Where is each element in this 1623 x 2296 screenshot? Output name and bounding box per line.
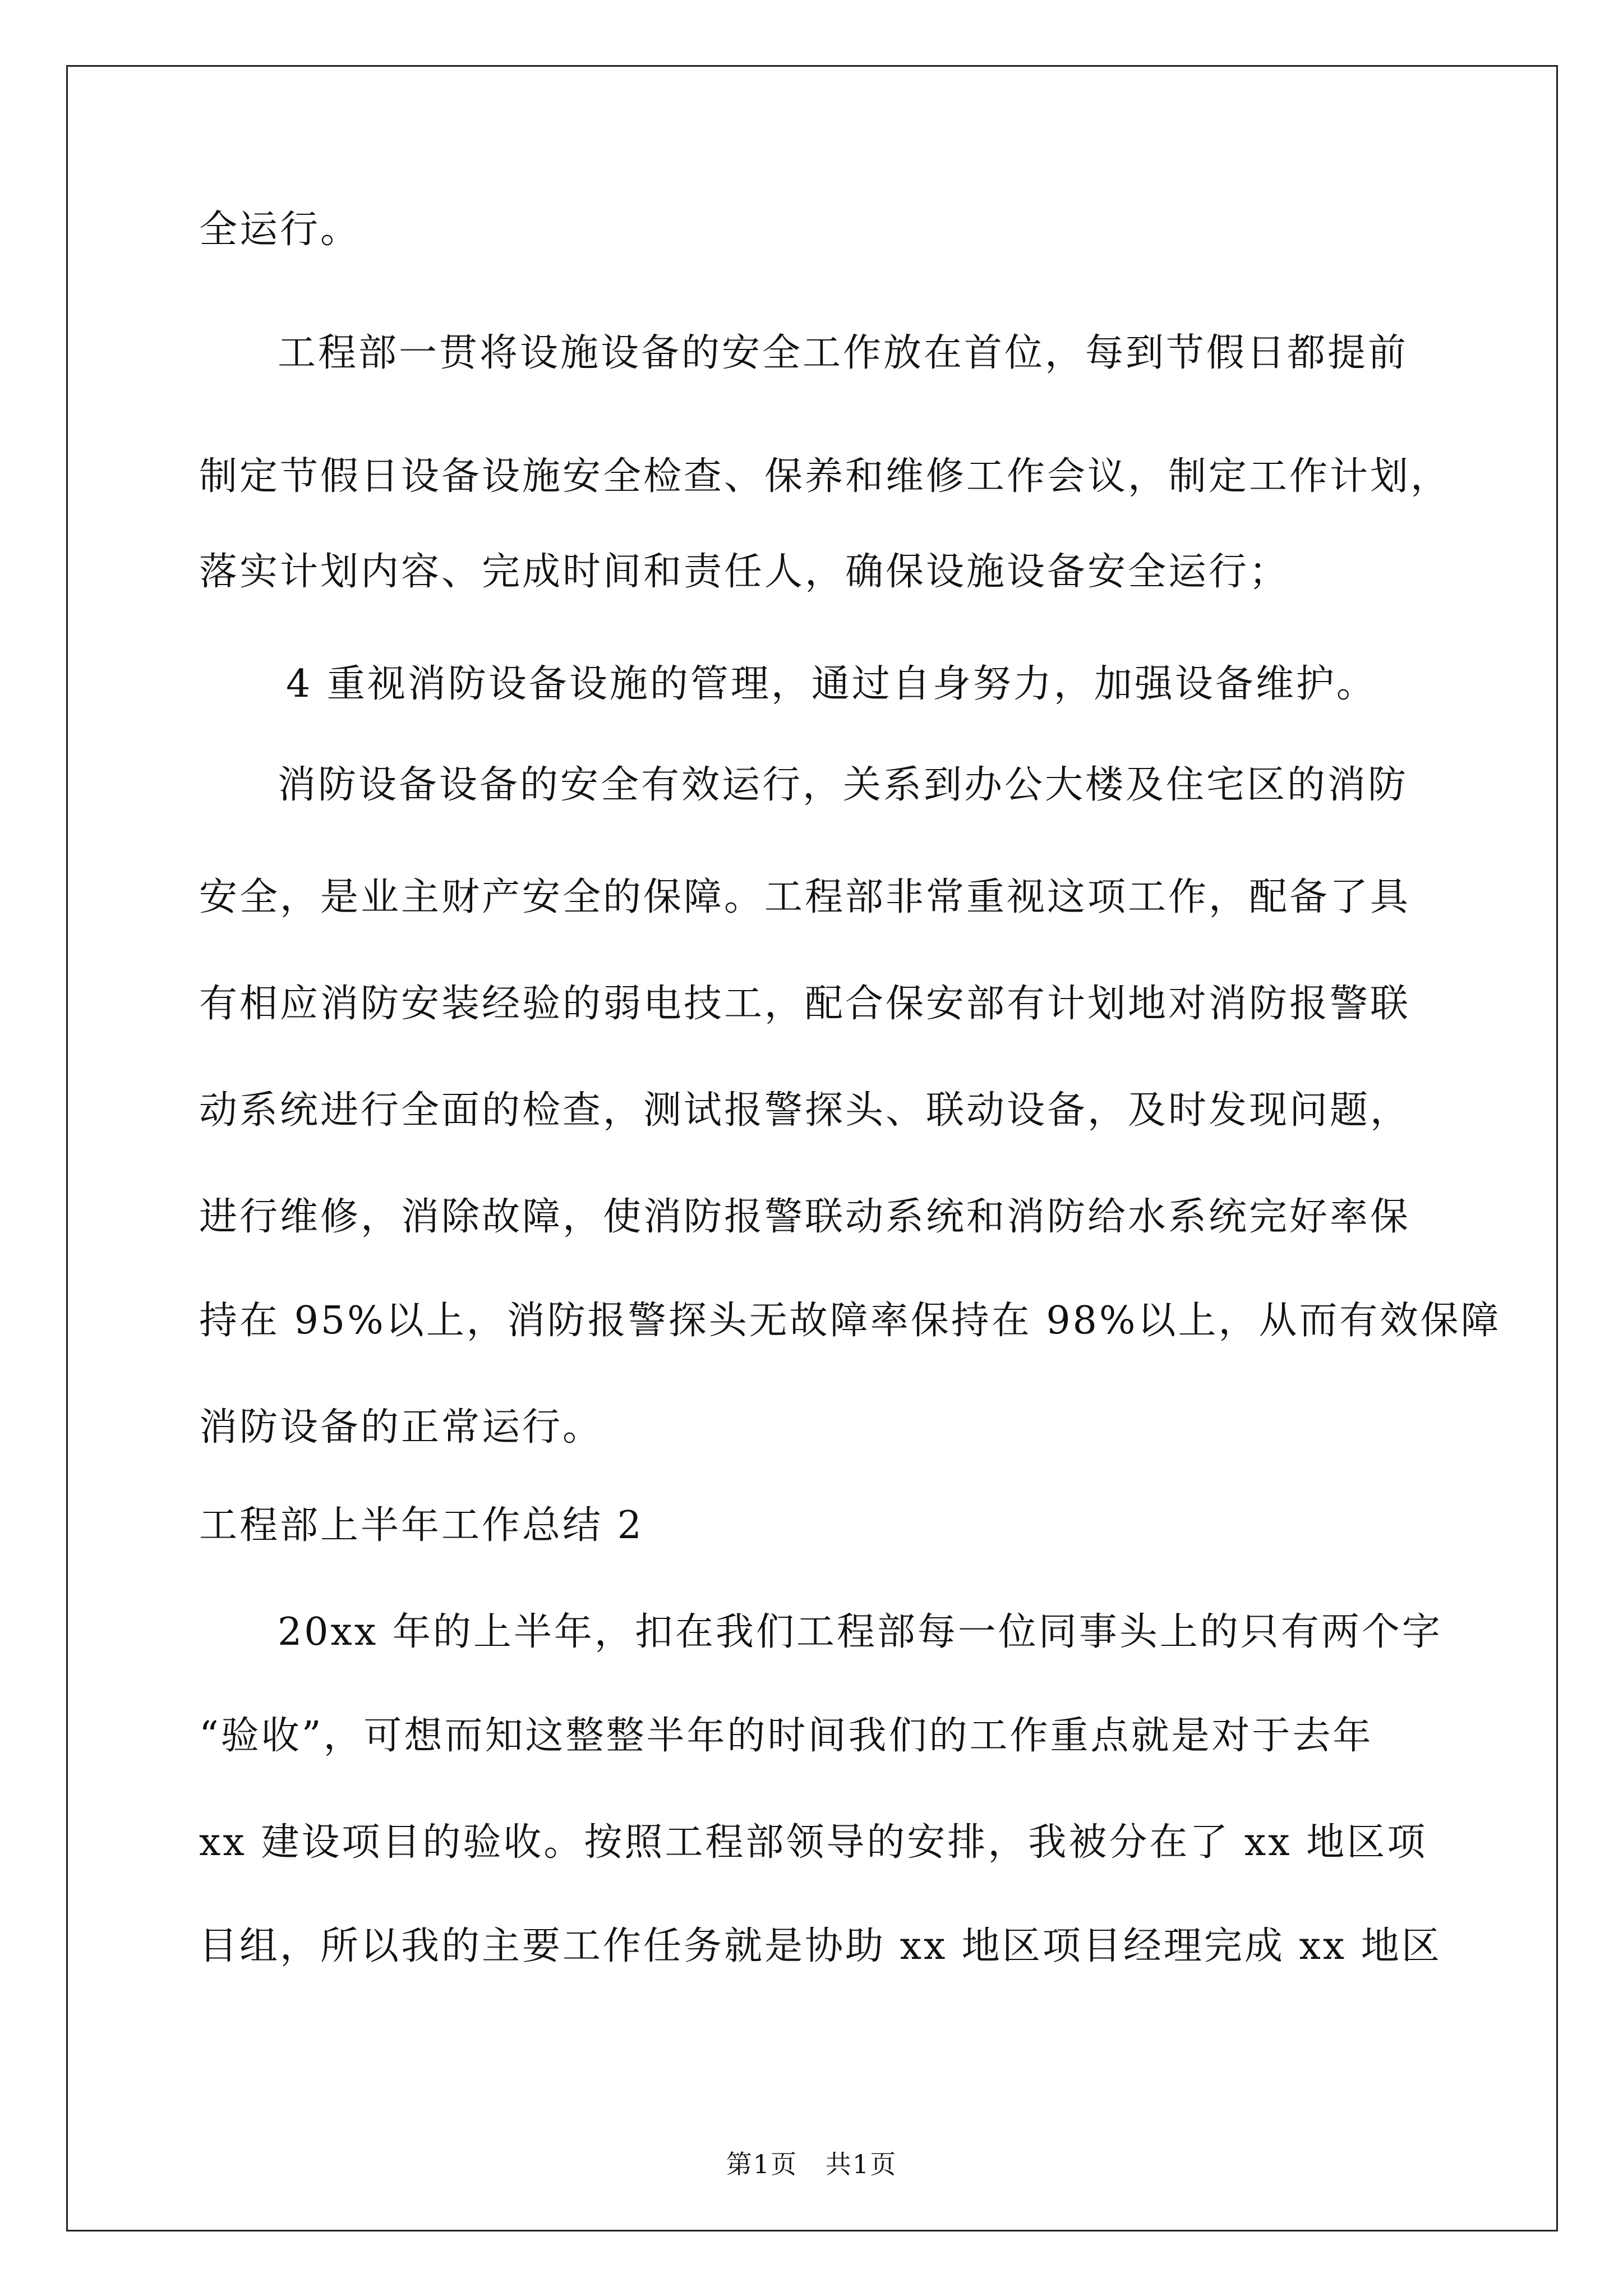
text-line-17: 目组，所以我的主要工作任务就是协助 xx 地区项目经理完成 xx 地区 — [199, 1924, 1442, 1968]
text-line-16: xx 建设项目的验收。按照工程部领导的安排，我被分在了 xx 地区项 — [199, 1820, 1428, 1865]
text-line-14: 20xx 年的上半年，扣在我们工程部每一位同事头上的只有两个字 — [278, 1610, 1442, 1654]
text-line-5: 4 重视消防设备设施的管理，通过自身努力，加强设备维护。 — [286, 662, 1377, 706]
text-line-11: 持在 95%以上，消防报警探头无故障率保持在 98%以上，从而有效保障 — [199, 1299, 1501, 1343]
text-line-7: 安全，是业主财产安全的保障。工程部非常重视这项工作，配备了具 — [199, 875, 1411, 919]
text-line-1: 全运行。 — [199, 208, 361, 252]
text-line-8: 有相应消防安装经验的弱电技工，配合保安部有计划地对消防报警联 — [199, 982, 1411, 1026]
text-line-6: 消防设备设备的安全有效运行，关系到办公大楼及住宅区的消防 — [278, 763, 1409, 807]
section-heading: 工程部上半年工作总结 2 — [199, 1503, 644, 1548]
page-border — [66, 65, 1558, 2231]
text-line-9: 动系统进行全面的检查，测试报警探头、联动设备，及时发现问题， — [199, 1088, 1411, 1133]
page-number-footer: 第1页 共1页 — [726, 2149, 897, 2179]
text-line-2: 工程部一贯将设施设备的安全工作放在首位，每到节假日都提前 — [278, 331, 1409, 375]
text-line-4: 落实计划内容、完成时间和责任人，确保设施设备安全运行； — [199, 550, 1290, 594]
text-line-3: 制定节假日设备设施安全检查、保养和维修工作会议，制定工作计划， — [199, 454, 1451, 499]
text-line-12: 消防设备的正常运行。 — [199, 1405, 603, 1450]
text-line-10: 进行维修，消除故障，使消防报警联动系统和消防给水系统完好率保 — [199, 1195, 1411, 1239]
text-line-15: “验收”，可想而知这整整半年的时间我们的工作重点就是对于去年 — [199, 1714, 1373, 1758]
